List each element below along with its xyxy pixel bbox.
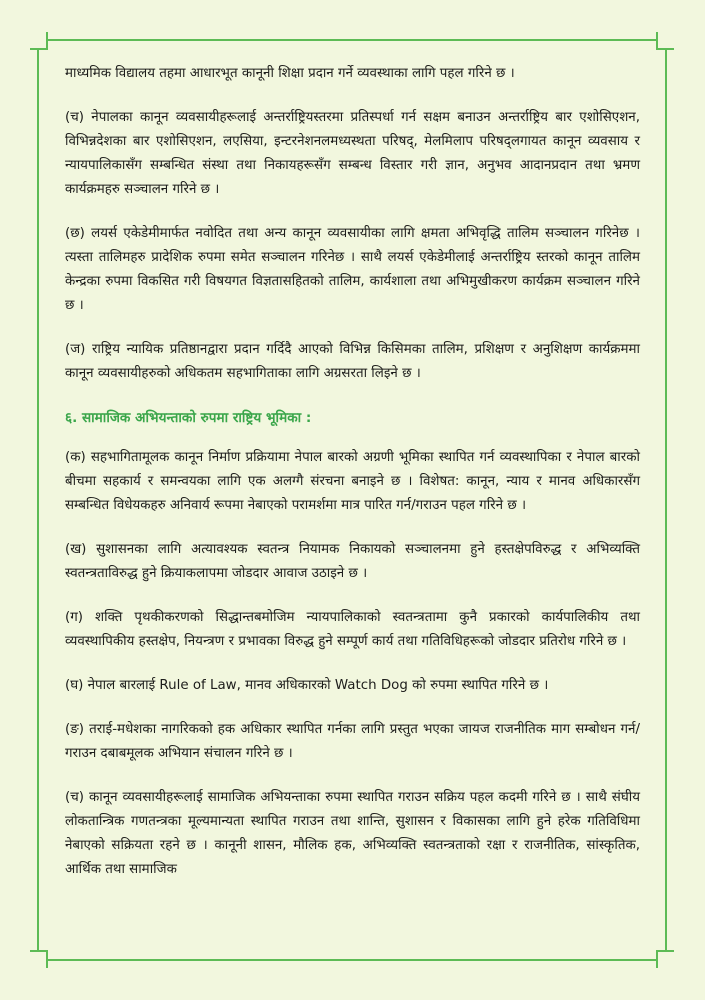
border-corner-bottom-left [30, 950, 48, 968]
paragraph-cha-international: (च) नेपालका कानून व्यवसायीहरूलाई अन्तर्राष्ट्रियस्तरमा प्रतिस्पर्धा गर्न सक्षम बनाउन अन्तर्राष्ट्रिय बार एशोसिएशन, विभिन्नदेशका बार एशोसिएशन, लएसिया, इन्टरनेशनलमध्यस्थता परिषद्, मेलमिलाप परिषद्लगायत कानून व्यवसाय र न्यायपालिकासँग सम्बन्धित संस्था तथा निकायहरूसँग सम्बन्ध विस्तार गरी ज्ञान, अनुभव आदानप्रदान तथा भ्रमण कार्यक्रमहरु सञ्चालन गरिने छ । [65, 110, 640, 197]
border-corner-top-right [656, 32, 674, 50]
paragraph-gha-rule-of-law: (घ) नेपाल बारलाई Rule of Law, मानव अधिकारको Watch Dog को रुपमा स्थापित गरिने छ । [65, 678, 549, 693]
paragraph-cha-social-activist: (च) कानून व्यवसायीहरूलाई सामाजिक अभियन्ताका रुपमा स्थापित गराउन सक्रिय पहल कदमी गरिने छ । साथै संघीय लोकतान्त्रिक गणतन्त्रका मूल्यमान्यता स्थापित गराउन तथा शान्ति, सुशासन र विकासका लागि हुने हरेक गतिविधिमा नेबाएको सक्रियता रहने छ । कानूनी शासन, मौलिक हक, अभिव्यक्ति स्वतन्त्रताको रक्षा र राजनीतिक, सांस्कृतिक, आर्थिक तथा सामाजिक [65, 790, 640, 877]
paragraph-kha-good-governance: (ख) सुशासनका लागि अत्यावश्यक स्वतन्त्र नियामक निकायको सञ्चालनमा हुने हस्तक्षेपविरुद्ध र अभिव्यक्ति स्वतन्त्रताविरुद्ध हुने क्रियाकलापमा जोडदार आवाज उठाइने छ । [65, 542, 640, 581]
paragraph-nga-madhesh: (ङ) तराई-मधेशका नागरिकको हक अधिकार स्थापित गर्नका लागि प्रस्तुत भएका जायज राजनीतिक माग सम्बोधन गर्न/गराउन दबाबमूलक अभियान संचालन गरिने छ । [65, 722, 640, 761]
border-corner-top-left [30, 32, 48, 50]
paragraph-chha-lawyers-academy: (छ) लयर्स एकेडेमीमार्फत नवोदित तथा अन्य कानून व्यवसायीका लागि क्षमता अभिवृद्धि तालिम सञ्चालन गरिनेछ । त्यस्ता तालिमहरु प्रादेशिक रुपमा समेत सञ्चालन गरिनेछ । साथै लयर्स एकेडेमीलाई अन्तर्राष्ट्रिय स्तरको कानून तालिम केन्द्रका रुपमा विकसित गरी विषयगत विज्ञतासहितको तालिम, कार्यशाला तथा अभिमुखीकरण कार्यक्रम सञ्चालन गरिने छ । [65, 226, 640, 313]
section-heading: ६. सामाजिक अभियन्ताको रुपमा राष्ट्रिय भूमिका : [65, 410, 312, 426]
document-body [65, 62, 640, 902]
border-corner-bottom-right [656, 950, 674, 968]
paragraph-ga-separation-of-powers: (ग) शक्ति पृथकीकरणको सिद्धान्तबमोजिम न्यायपालिकाको स्वतन्त्रतामा कुनै प्रकारको कार्यपालिकीय तथा व्यवस्थापिकीय हस्तक्षेप, नियन्त्रण र प्रभावका विरुद्ध हुने सम्पूर्ण कार्य तथा गतिविधिहरूको जोडदार प्रतिरोध गरिने छ । [65, 610, 640, 649]
paragraph-ja-judicial-academy: (ज) राष्ट्रिय न्यायिक प्रतिष्ठानद्वारा प्रदान गर्दिदै आएको विभिन्न किसिमका तालिम, प्रशिक्षण र अनुशिक्षण कार्यक्रममा कानून व्यवसायीहरुको अधिकतम सहभागिताका लागि अग्रसरता लिइने छ । [65, 342, 640, 381]
paragraph-continuation: माध्यमिक विद्यालय तहमा आधारभूत कानूनी शिक्षा प्रदान गर्ने व्यवस्थाका लागि पहल गरिने छ । [65, 66, 515, 81]
paragraph-ka-lawmaking: (क) सहभागितामूलक कानून निर्माण प्रक्रियामा नेपाल बारको अग्रणी भूमिका स्थापित गर्न व्यवस्थापिका र नेपाल बारको बीचमा सहकार्य र समन्वयका लागि एक अलग्गै संरचना बनाइने छ । विशेषत: कानून, न्याय र मानव अधिकारसँग सम्बन्धित विधेयकहरु अनिवार्य रूपमा नेबाएको परामर्शमा मात्र पारित गर्न/गराउन पहल गरिने छ । [65, 450, 640, 513]
